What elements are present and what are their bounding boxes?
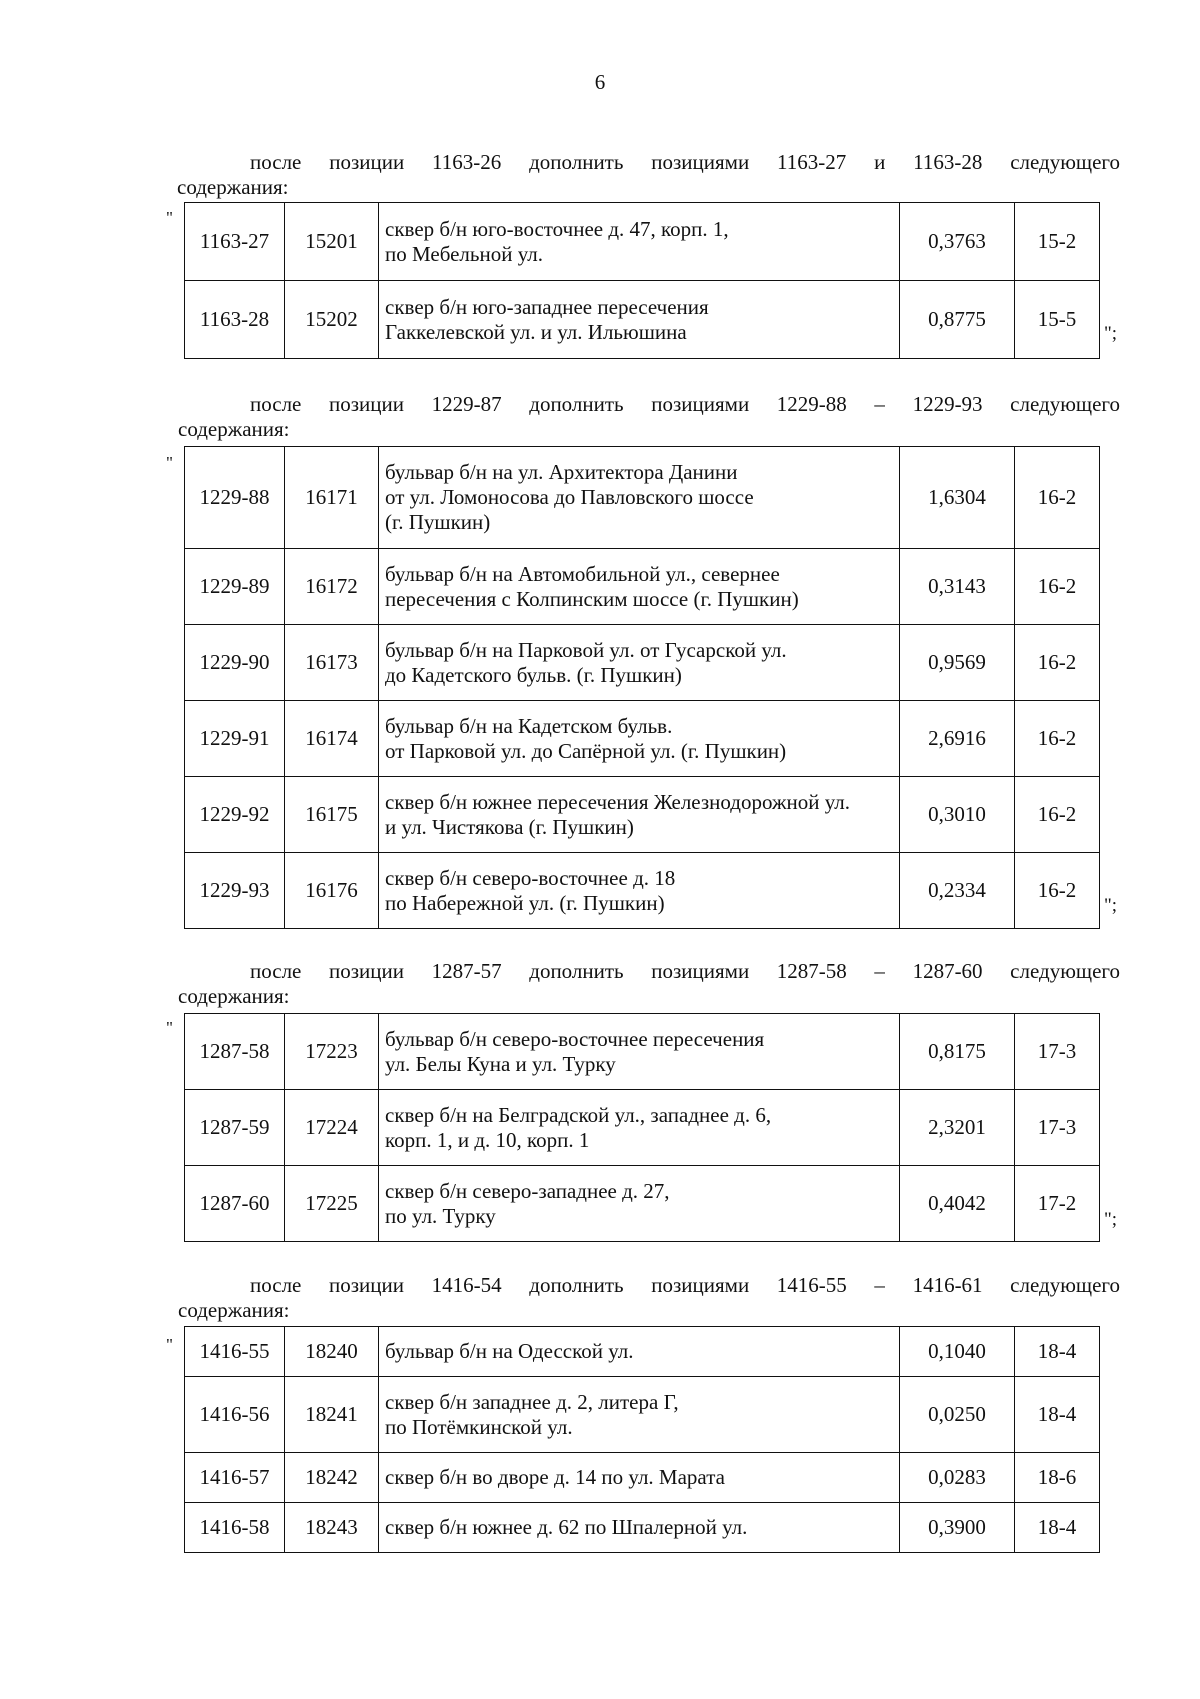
object-name-line: бульвар б/н на Автомобильной ул., севернее — [385, 561, 780, 586]
object-code-cell: 16175 — [285, 777, 379, 853]
position-number-cell: 1416-55 — [185, 1327, 285, 1377]
opening-quote: " — [166, 1018, 173, 1037]
object-code-cell: 17223 — [285, 1014, 379, 1090]
object-name-line: по Потёмкинской ул. — [385, 1414, 573, 1439]
object-code-cell: 16174 — [285, 701, 379, 777]
object-name-cell — [379, 1090, 900, 1166]
table-row — [185, 1090, 1100, 1166]
area-cell: 1,6304 — [900, 447, 1015, 549]
table-row — [185, 625, 1100, 701]
object-name-cell — [379, 1377, 900, 1453]
object-name-cell — [379, 1327, 900, 1377]
area-cell: 0,9569 — [900, 625, 1015, 701]
zone-cell: 17-3 — [1015, 1014, 1100, 1090]
position-number-cell: 1229-89 — [185, 549, 285, 625]
area-cell: 0,0250 — [900, 1377, 1015, 1453]
zone-cell: 17-2 — [1015, 1166, 1100, 1242]
table-row — [185, 701, 1100, 777]
object-name-line: от Парковой ул. до Сапёрной ул. (г. Пушкин) — [385, 738, 787, 763]
object-name-line: сквер б/н на Белградской ул., западнее д. 6, — [385, 1102, 772, 1127]
opening-quote: " — [166, 1335, 173, 1354]
table-row — [185, 203, 1100, 281]
object-name-line: (г. Пушкин) — [385, 510, 491, 534]
object-name-line: от ул. Ломоносова до Павловского шоссе — [385, 485, 754, 509]
zone-cell: 17-3 — [1015, 1090, 1100, 1166]
object-name-line: сквер б/н юго-восточнее д. 47, корп. 1, — [385, 216, 729, 241]
table-row — [185, 1503, 1100, 1553]
object-name-line: сквер б/н юго-западнее пересечения — [385, 294, 709, 319]
table-body — [185, 1327, 1100, 1553]
zone-cell: 16-2 — [1015, 777, 1100, 853]
object-name-line: сквер б/н северо-восточнее д. 18 — [385, 865, 676, 890]
object-name-line: сквер б/н западнее д. 2, литера Г, — [385, 1389, 679, 1414]
object-name-cell — [379, 701, 900, 777]
intro-line: после позиции 1287-57 дополнить позициями 1287-58 – 1287-60 следующего — [250, 959, 1120, 983]
area-cell: 0,1040 — [900, 1327, 1015, 1377]
table-body — [185, 203, 1100, 359]
area-cell: 0,4042 — [900, 1166, 1015, 1242]
table-row — [185, 853, 1100, 929]
object-name-line: сквер б/н во дворе д. 14 по ул. Марата — [385, 1465, 725, 1489]
table-row — [185, 281, 1100, 359]
object-name-cell — [379, 447, 900, 549]
object-name-line: ул. Белы Куна и ул. Турку — [385, 1051, 616, 1076]
area-cell: 0,8775 — [900, 281, 1015, 359]
area-cell: 2,6916 — [900, 701, 1015, 777]
intro-line: содержания: — [178, 1298, 290, 1322]
position-number-cell: 1287-58 — [185, 1014, 285, 1090]
closing-quote: "; — [1104, 323, 1118, 344]
object-name-cell — [379, 625, 900, 701]
area-cell: 0,3900 — [900, 1503, 1015, 1553]
object-name-line: пересечения с Колпинским шоссе (г. Пушкин) — [385, 586, 799, 611]
object-name-cell — [379, 1453, 900, 1503]
table-body — [185, 1014, 1100, 1242]
zone-cell: 18-4 — [1015, 1327, 1100, 1377]
table-row — [185, 1166, 1100, 1242]
object-name-line: бульвар б/н на Одесской ул. — [385, 1339, 634, 1363]
object-code-cell: 15201 — [285, 203, 379, 281]
zone-cell: 18-6 — [1015, 1453, 1100, 1503]
position-number-cell: 1287-59 — [185, 1090, 285, 1166]
table-row — [185, 1327, 1100, 1377]
positions-table — [184, 202, 1100, 359]
object-name-line: бульвар б/н на Кадетском бульв. — [385, 713, 673, 738]
positions-table — [184, 1326, 1100, 1553]
position-number-cell: 1416-58 — [185, 1503, 285, 1553]
zone-cell: 18-4 — [1015, 1503, 1100, 1553]
object-name-cell — [379, 1166, 900, 1242]
object-name-cell — [379, 1014, 900, 1090]
area-cell: 2,3201 — [900, 1090, 1015, 1166]
intro-line: после позиции 1416-54 дополнить позициями 1416-55 – 1416-61 следующего — [250, 1273, 1120, 1297]
table-row — [185, 1377, 1100, 1453]
position-number-cell: 1229-93 — [185, 853, 285, 929]
area-cell: 0,0283 — [900, 1453, 1015, 1503]
position-number-cell: 1287-60 — [185, 1166, 285, 1242]
object-name-line: по Мебельной ул. — [385, 241, 544, 266]
object-name-cell — [379, 853, 900, 929]
object-name-cell — [379, 777, 900, 853]
area-cell: 0,3010 — [900, 777, 1015, 853]
object-code-cell: 17225 — [285, 1166, 379, 1242]
object-code-cell: 16173 — [285, 625, 379, 701]
intro-line: содержания: — [178, 984, 290, 1008]
closing-quote: "; — [1104, 895, 1118, 916]
object-code-cell: 18240 — [285, 1327, 379, 1377]
object-code-cell: 16172 — [285, 549, 379, 625]
position-number-cell: 1416-56 — [185, 1377, 285, 1453]
zone-cell: 15-2 — [1015, 203, 1100, 281]
zone-cell: 16-2 — [1015, 549, 1100, 625]
section-intro — [178, 392, 1120, 442]
page-number: 6 — [594, 70, 606, 94]
object-name-line: сквер б/н северо-западнее д. 27, — [385, 1178, 670, 1203]
opening-quote: " — [166, 208, 173, 227]
table-body — [185, 447, 1100, 929]
table-row — [185, 549, 1100, 625]
zone-cell: 16-2 — [1015, 853, 1100, 929]
object-name-line: бульвар б/н северо-восточнее пересечения — [385, 1026, 765, 1051]
object-name-cell — [379, 549, 900, 625]
zone-cell: 15-5 — [1015, 281, 1100, 359]
object-name-line: и ул. Чистякова (г. Пушкин) — [385, 814, 634, 839]
object-code-cell: 16171 — [285, 447, 379, 549]
zone-cell: 16-2 — [1015, 447, 1100, 549]
object-code-cell: 18243 — [285, 1503, 379, 1553]
position-number-cell: 1229-88 — [185, 447, 285, 549]
object-code-cell: 17224 — [285, 1090, 379, 1166]
closing-quote: "; — [1104, 1209, 1118, 1230]
zone-cell: 16-2 — [1015, 701, 1100, 777]
area-cell: 0,3763 — [900, 203, 1015, 281]
zone-cell: 18-4 — [1015, 1377, 1100, 1453]
object-name-line: сквер б/н южнее д. 62 по Шпалерной ул. — [385, 1515, 748, 1539]
position-number-cell: 1229-90 — [185, 625, 285, 701]
object-name-line: бульвар б/н на Парковой ул. от Гусарской ул. — [385, 637, 787, 662]
area-cell: 0,3143 — [900, 549, 1015, 625]
table-row — [185, 447, 1100, 549]
section-intro — [178, 150, 1120, 200]
section-intro — [178, 1273, 1120, 1323]
opening-quote: " — [166, 453, 173, 472]
object-name-cell — [379, 281, 900, 359]
section-intro — [178, 959, 1120, 1009]
object-name-line: корп. 1, и д. 10, корп. 1 — [385, 1127, 590, 1152]
table-row — [185, 777, 1100, 853]
object-code-cell: 18241 — [285, 1377, 379, 1453]
area-cell: 0,8175 — [900, 1014, 1015, 1090]
object-name-cell — [379, 1503, 900, 1553]
table-row — [185, 1014, 1100, 1090]
position-number-cell: 1229-92 — [185, 777, 285, 853]
area-cell: 0,2334 — [900, 853, 1015, 929]
position-number-cell: 1229-91 — [185, 701, 285, 777]
object-name-line: Гаккелевской ул. и ул. Ильюшина — [385, 319, 687, 344]
object-name-line: бульвар б/н на ул. Архитектора Данини — [385, 460, 738, 484]
intro-line: после позиции 1229-87 дополнить позициями 1229-88 – 1229-93 следующего — [250, 392, 1120, 416]
positions-table — [184, 1013, 1100, 1242]
intro-line: содержания: — [177, 175, 289, 199]
object-name-line: до Кадетского бульв. (г. Пушкин) — [385, 662, 682, 687]
intro-line: после позиции 1163-26 дополнить позициями 1163-27 и 1163-28 следующего — [250, 150, 1120, 174]
object-code-cell: 16176 — [285, 853, 379, 929]
object-code-cell: 18242 — [285, 1453, 379, 1503]
table-row — [185, 1453, 1100, 1503]
intro-line: содержания: — [178, 417, 290, 441]
positions-table — [184, 446, 1100, 929]
object-name-line: по Набережной ул. (г. Пушкин) — [385, 890, 665, 915]
object-name-line: сквер б/н южнее пересечения Железнодорожной ул. — [385, 789, 851, 814]
object-name-cell — [379, 203, 900, 281]
zone-cell: 16-2 — [1015, 625, 1100, 701]
position-number-cell: 1163-27 — [185, 203, 285, 281]
object-code-cell: 15202 — [285, 281, 379, 359]
position-number-cell: 1163-28 — [185, 281, 285, 359]
object-name-line: по ул. Турку — [385, 1203, 496, 1228]
position-number-cell: 1416-57 — [185, 1453, 285, 1503]
